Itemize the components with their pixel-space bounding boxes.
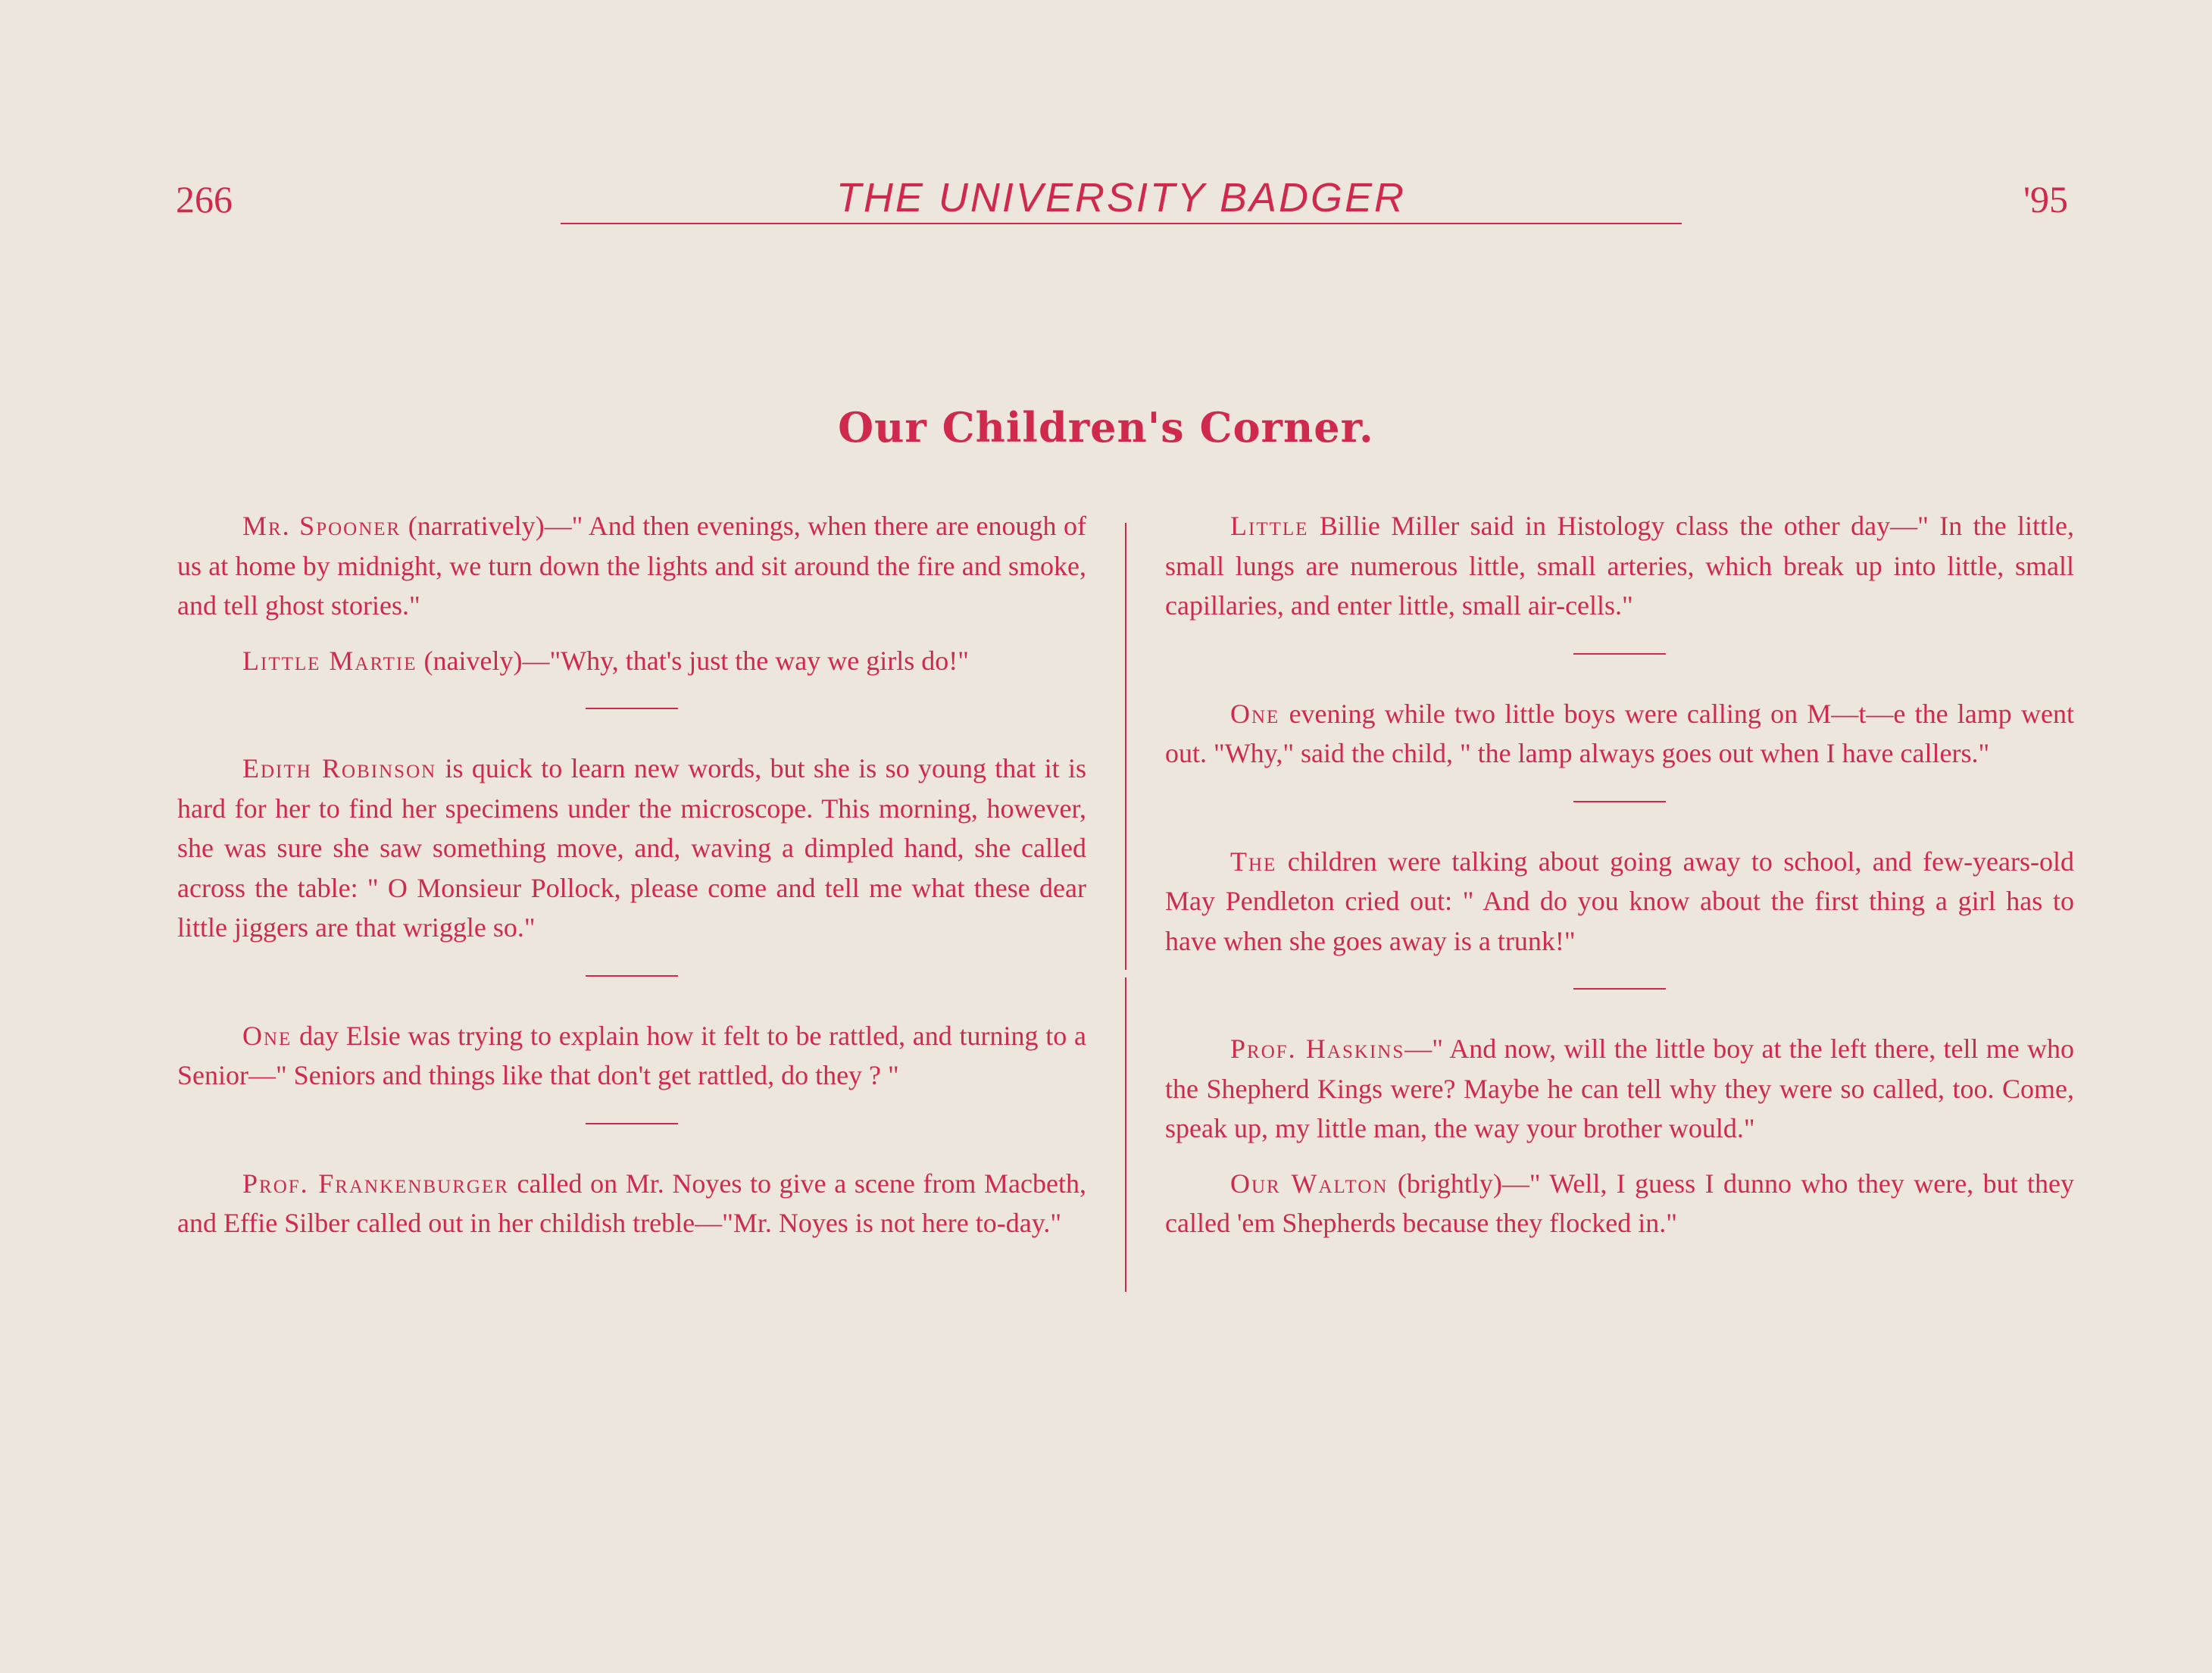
paragraph-text: (narratively)—" And then evenings, when there are enough of us at home by midnight, we turn down the lights and sit around the fire and smoke, and tell ghost stories." [177, 511, 1087, 621]
paragraph-lead: Prof. Frankenburger [242, 1168, 509, 1199]
paragraph [1165, 1164, 2074, 1243]
divider [586, 708, 678, 709]
divider [1573, 988, 1666, 990]
header-rule [561, 223, 1682, 224]
page-number: 266 [176, 178, 233, 220]
paragraph-text: —" And now, will the little boy at the left there, tell me who the Shepherd Kings were? Maybe he can tell why they were so called, too. Come, speak up, my little man, the way your brother would." [1165, 1034, 2074, 1143]
column-rule [1125, 523, 1126, 970]
column-rule [1125, 977, 1126, 1292]
paragraph [177, 506, 1086, 626]
paragraph [1165, 1029, 2074, 1149]
paragraph-lead: Our Walton [1230, 1168, 1389, 1199]
paragraph-text: (brightly)—" Well, I guess I dunno who they were, but they called 'em Shepherds because they flocked in." [1165, 1168, 2074, 1238]
paragraph-text: (naively)—"Why, that's just the way we girls do!" [417, 645, 969, 676]
paragraph-text: Billie Miller said in Histology class the other day—" In the little, small lungs are numerous little, small arteries, which break up into little, small capillaries, and enter little, small air-cells." [1165, 511, 2074, 621]
left-column [177, 506, 1086, 1243]
paragraph-lead: One [1230, 698, 1280, 729]
right-column [1165, 506, 2074, 1243]
paragraph-lead: Little Martie [242, 645, 417, 676]
divider [1573, 653, 1666, 655]
paragraph [177, 749, 1086, 948]
paragraph-text: children were talking about going away to school, and few-years-old May Pendleton cried out: " And do you know about the first thing a girl has to have when she goes away is a trunk!" [1165, 846, 2074, 956]
divider [586, 975, 678, 977]
paragraph [1165, 506, 2074, 626]
paragraph-lead: Prof. Haskins [1230, 1034, 1405, 1064]
paragraph-lead: One [242, 1020, 292, 1051]
paragraph [177, 1164, 1086, 1243]
paragraph [177, 641, 1086, 681]
paragraph [1165, 694, 2074, 774]
divider [1573, 801, 1666, 802]
running-title: THE UNIVERSITY BADGER [836, 175, 1407, 220]
paragraph-lead: Little [1230, 511, 1309, 541]
paragraph-text: evening while two little boys were calling on M—t—e the lamp went out. "Why," said the child, " the lamp always goes out when I have callers." [1165, 698, 2074, 768]
paragraph-text: day Elsie was trying to explain how it felt to be rattled, and turning to a Senior—" Seniors and things like that don't get rattled, do they ? " [177, 1020, 1086, 1090]
paragraph-lead: The [1230, 846, 1277, 877]
divider [586, 1123, 678, 1124]
paragraph [1165, 842, 2074, 962]
year-label: '95 [2023, 178, 2068, 220]
paragraph-lead: Mr. Spooner [242, 511, 401, 541]
section-title: Our Children's Corner. [838, 403, 1374, 452]
paragraph-text: called on Mr. Noyes to give a scene from Macbeth, and Effie Silber called out in her childish treble—"Mr. Noyes is not here to-day." [177, 1168, 1086, 1238]
paragraph-text: is quick to learn new words, but she is so young that it is hard for her to find her specimens under the microscope. This morning, however, she was sure she saw something move, and, waving a dimpled hand, she called across the table: " O Monsieur Pollock, please come and tell me what these dear little jiggers are that wriggle so." [177, 753, 1086, 943]
running-header [0, 170, 2212, 230]
paragraph-lead: Edith Robinson [242, 753, 437, 783]
paragraph [177, 1016, 1086, 1096]
